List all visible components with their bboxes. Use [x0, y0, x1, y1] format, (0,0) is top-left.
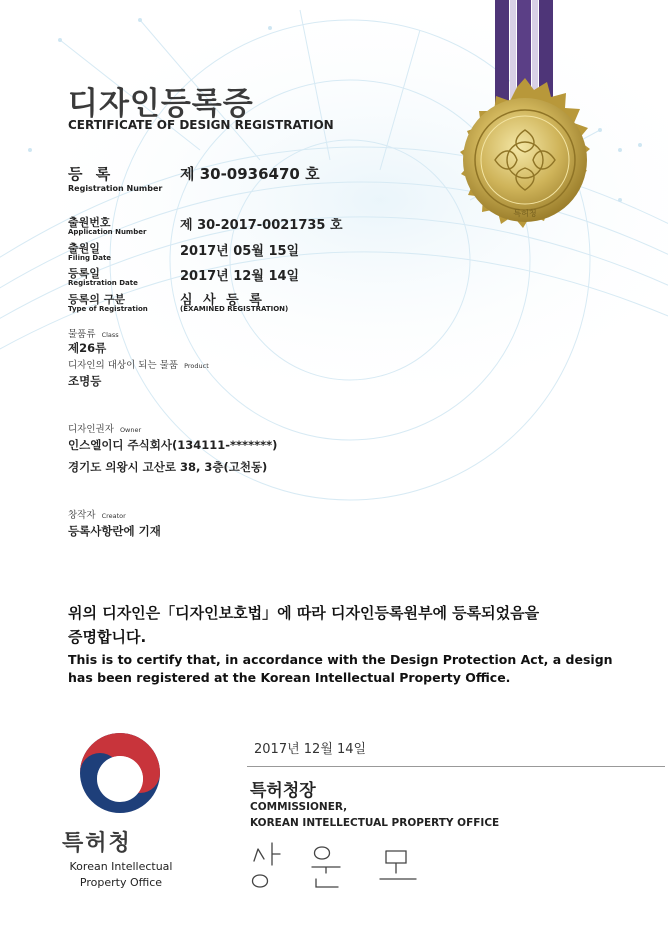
registration-date-label-en: Registration Date: [68, 279, 138, 287]
product-label: [68, 357, 209, 371]
registration-number: 제 30-0936470 호: [180, 165, 320, 183]
kipo-logo-text: 특허청: [62, 831, 132, 856]
product-label-ko: 디자인의 대상이 되는 물품: [68, 360, 179, 371]
commissioner-title-ko: 특허청장: [250, 781, 316, 801]
certification-ko-line1: 위의 디자인은「디자인보호법」에 따라 디자인등록원부에 등록되었음을: [68, 604, 540, 622]
creator-value: 등록사항란에 기재: [68, 524, 161, 538]
commissioner-signature: [420, 845, 452, 858]
signature-strokes: [253, 843, 417, 887]
class-label: [68, 326, 119, 340]
product-label-en: Product: [184, 362, 209, 370]
creator-label: [68, 507, 126, 521]
class-label-en: Class: [101, 331, 119, 339]
commissioner-title-en1: COMMISSIONER,: [250, 801, 348, 813]
commissioner-title-en2: KOREAN INTELLECTUAL PROPERTY OFFICE: [250, 817, 500, 829]
registration-label-en: Registration Number: [68, 184, 163, 193]
seal-text: 특허청: [513, 209, 537, 218]
creator-label-ko: 창작자: [68, 510, 96, 521]
product-value: 조명등: [68, 374, 102, 388]
class-label-ko: 물품류: [68, 329, 96, 340]
owner-label: [68, 421, 141, 435]
title-english: CERTIFICATE OF DESIGN REGISTRATION: [68, 118, 334, 132]
issue-date: 2017년 12월 14일: [254, 742, 367, 757]
owner-label-en: Owner: [119, 426, 142, 434]
certification-ko-line2: 증명합니다.: [68, 628, 147, 646]
application-number: 제 30-2017-0021735 호: [180, 218, 343, 233]
owner-address: 경기도 의왕시 고산로 38, 3층(고천동): [68, 460, 268, 474]
certification-en-line1: This is to certify that, in accordance with the Design Protection Act, a design: [68, 652, 613, 667]
owner-name: 인스엘이디 주식회사(134111-*******): [68, 438, 278, 452]
creator-label-en: Creator: [101, 512, 126, 520]
kipo-logo-en-line1: Korean Intellectual: [69, 860, 173, 873]
title-korean: 디자인등록증: [68, 86, 254, 122]
kipo-logo-mark: [80, 733, 160, 813]
owner-label-ko: 디자인권자: [68, 424, 114, 435]
type-value-en: (EXAMINED REGISTRATION): [180, 305, 289, 313]
application-label-en: Application Number: [68, 228, 147, 236]
registration-date: 2017년 12월 14일: [180, 269, 300, 284]
registration-date-label: 등록일: [68, 267, 100, 280]
kipo-logo-en-line2: Property Office: [79, 876, 163, 889]
registration-label: 등 록: [68, 165, 115, 183]
type-label-en: Type of Registration: [68, 305, 148, 313]
filing-date-label-en: Filing Date: [68, 254, 112, 262]
filing-date: 2017년 05월 15일: [180, 244, 300, 259]
filing-date-label: 출원일: [68, 242, 100, 255]
type-value: 심 사 등 록: [180, 293, 265, 308]
class-value: 제26류: [68, 341, 107, 355]
certification-en-line2: has been registered at the Korean Intellectual Property Office.: [68, 670, 511, 685]
application-label: 출원번호: [68, 216, 111, 229]
footer-divider: [247, 766, 665, 767]
type-label: 등록의 구분: [68, 293, 125, 306]
